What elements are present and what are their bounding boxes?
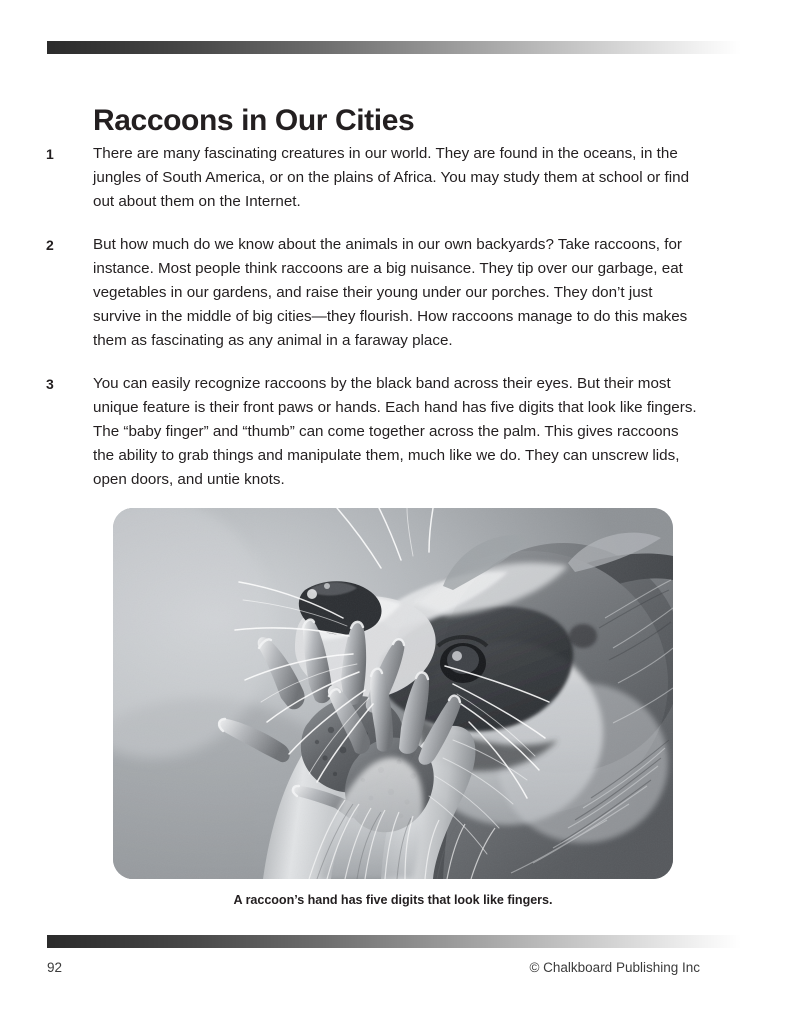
paragraph-2: [46, 233, 706, 354]
paragraph-text: But how much do we know about the animals in our own backyards? Take raccoons, for instance. Most people think raccoons are a big nuisance. They tip over our garbage, eat vegetables in our gardens, and raise their young under our porches. They don’t just survive in the middle of big cities—they flourish. How raccoons manage to do this makes them as fascinating as any animal in a faraway place.: [93, 235, 688, 350]
paragraph-number: 1: [46, 146, 54, 162]
page-title: Raccoons in Our Cities: [93, 104, 415, 138]
article-body: [46, 142, 706, 493]
paragraph-text: There are many fascinating creatures in our world. They are found in the oceans, in the jungles of South America, or on the plains of Africa. You may study them at school or find out about them on the Internet.: [93, 145, 690, 211]
page-number: 92: [47, 960, 63, 975]
paragraph-3: [46, 372, 706, 493]
paragraph-number: 2: [46, 236, 54, 253]
figure-caption: A raccoon’s hand has five digits that look like fingers.: [233, 893, 553, 907]
raccoon-figure: [113, 508, 673, 879]
footer-gradient-rule: [47, 935, 741, 948]
paragraph-1: [46, 142, 706, 215]
raccoon-photo: [113, 508, 673, 879]
paragraph-number: 3: [46, 375, 54, 392]
copyright-notice: © Chalkboard Publishing Inc: [529, 960, 700, 975]
header-gradient-rule: [47, 41, 741, 54]
paragraph-text: You can easily recognize raccoons by the black band across their eyes. But their most unique feature is their front paws or hands. Each hand has five digits that look like fingers. The “baby finger” and “thumb” can come together across the palm. This gives raccoons the ability to grab things and manipulate them, much like we do. They can unscrew lids, open doors, and untie knots.: [93, 374, 697, 489]
